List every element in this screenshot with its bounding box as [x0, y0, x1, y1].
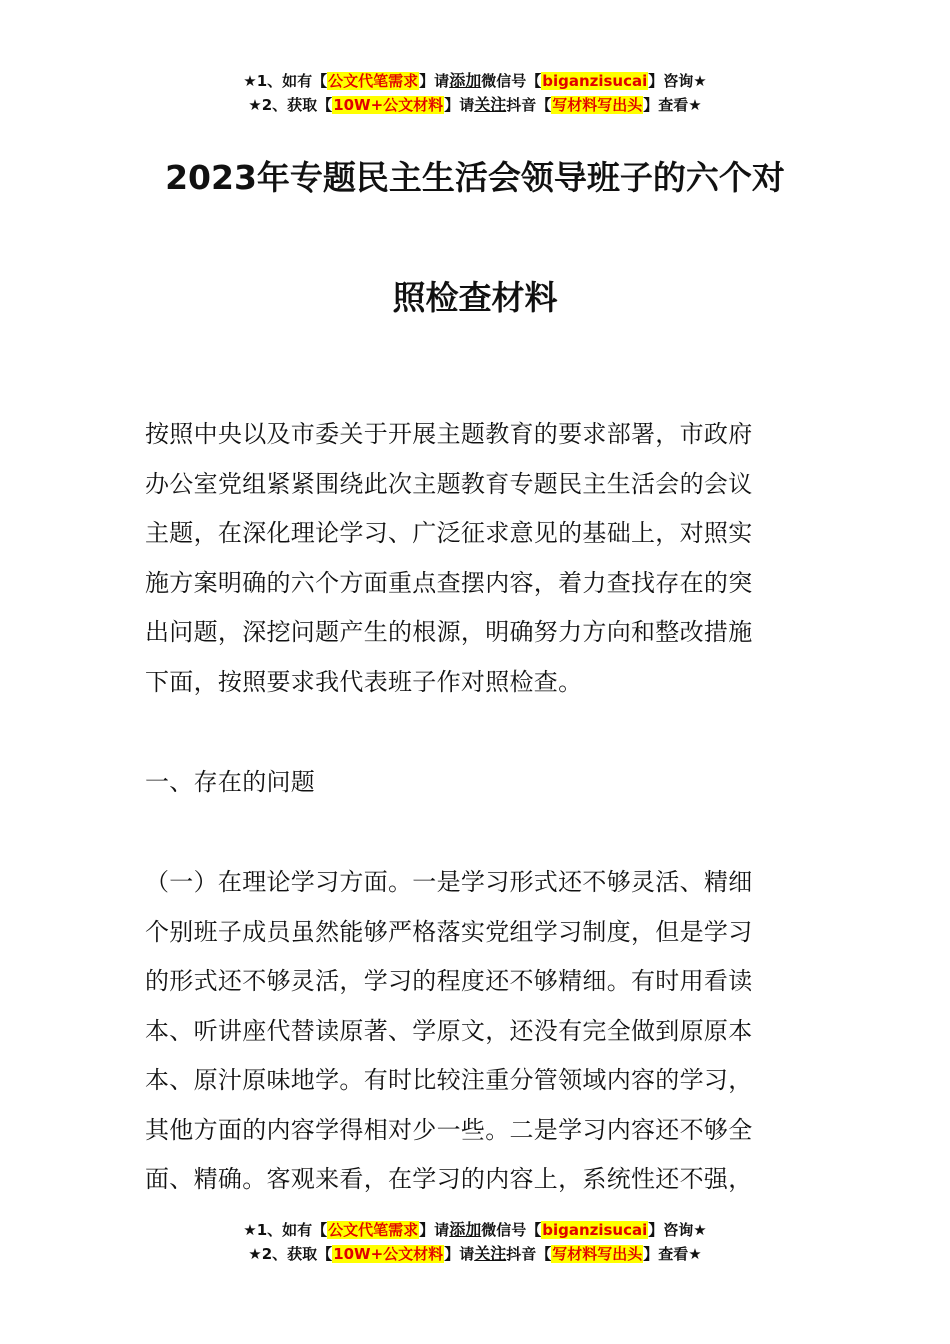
document-title-line-1: 2023年专题民主生活会领导班子的六个对 — [165, 158, 785, 197]
theory-study-paragraph — [145, 858, 809, 1205]
paragraph-line: 的形式还不够灵活，学习的程度还不够精细。有时用看读 — [145, 967, 753, 995]
paragraph-line: 主题，在深化理论学习、广泛征求意见的基础上，对照实 — [145, 519, 753, 547]
paragraph-line: 办公室党组紧紧围绕此次主题教育专题民主生活会的会议 — [145, 469, 753, 498]
paragraph-line: （一）在理论学习方面。一是学习形式还不够灵活、精细 — [145, 868, 753, 896]
intro-paragraph — [145, 410, 809, 707]
promo-line-2-mid2: 抖音【 — [506, 96, 552, 114]
promo-line-1-mid: 】请 — [419, 72, 450, 90]
promo-line-2-prefix: ★2、获取【 — [248, 96, 333, 114]
top-promo-banner — [0, 69, 950, 117]
promo-line-2-mid2: 抖音【 — [506, 1245, 552, 1263]
paragraph-line: 本、听讲座代替读原著、学原文，还没有完全做到原原本 — [145, 1016, 753, 1045]
promo-emphasis-add: 添加 — [449, 71, 482, 90]
promo-highlight-douyin-id: 写材料写出头 — [552, 96, 643, 114]
promo-highlight-wechat-id: biganzisucai — [542, 1221, 648, 1239]
promo-line-1 — [0, 69, 950, 93]
promo-emphasis-add: 添加 — [449, 1220, 482, 1239]
promo-line-1-prefix: ★1、如有【 — [243, 1221, 328, 1239]
promo-line-1-prefix: ★1、如有【 — [243, 72, 328, 90]
promo-line-1-suffix: 】咨询★ — [648, 1221, 707, 1239]
promo-line-2-mid: 】请 — [444, 96, 475, 114]
promo-line-2-mid: 】请 — [444, 1245, 475, 1263]
promo-line-2-suffix: 】查看★ — [643, 1245, 702, 1263]
promo-highlight-douyin-id: 写材料写出头 — [552, 1245, 643, 1263]
promo-line-1 — [0, 1218, 950, 1242]
paragraph-line: 本、原汁原味地学。有时比较注重分管领域内容的学习， — [145, 1066, 753, 1094]
paragraph-line: 个别班子成员虽然能够严格落实党组学习制度，但是学习 — [145, 917, 753, 946]
paragraph-line: 面、精确。客观来看，在学习的内容上，系统性还不强， — [145, 1165, 753, 1193]
paragraph-line: 施方案明确的六个方面重点查摆内容，着力查找存在的突 — [145, 568, 753, 597]
document-title-line-2: 照检查材料 — [392, 278, 558, 317]
paragraph-line: 其他方面的内容学得相对少一些。二是学习内容还不够全 — [145, 1115, 753, 1144]
paragraph-line: 出问题，深挖问题产生的根源，明确努力方向和整改措施 — [145, 618, 753, 646]
promo-emphasis-follow: 关注 — [474, 95, 507, 114]
promo-emphasis-follow: 关注 — [474, 1244, 507, 1263]
promo-line-2-suffix: 】查看★ — [643, 96, 702, 114]
paragraph-line: 按照中央以及市委关于开展主题教育的要求部署，市政府 — [145, 420, 753, 448]
paragraph-line: 下面，按照要求我代表班子作对照检查。 — [145, 667, 583, 696]
promo-highlight-service: 公文代笔需求 — [328, 72, 419, 90]
promo-highlight-materials: 10W+公文材料 — [333, 1245, 444, 1263]
promo-line-1-mid2: 微信号【 — [481, 1221, 542, 1239]
promo-highlight-wechat-id: biganzisucai — [542, 72, 648, 90]
promo-line-1-mid: 】请 — [419, 1221, 450, 1239]
promo-line-2-prefix: ★2、获取【 — [248, 1245, 333, 1263]
section-heading-text: 一、存在的问题 — [145, 768, 316, 796]
promo-line-2 — [0, 93, 950, 117]
promo-line-2 — [0, 1242, 950, 1266]
promo-highlight-service: 公文代笔需求 — [328, 1221, 419, 1239]
promo-line-1-mid2: 微信号【 — [481, 72, 542, 90]
section-heading-problems — [145, 758, 809, 808]
promo-line-1-suffix: 】咨询★ — [648, 72, 707, 90]
bottom-promo-banner — [0, 1218, 950, 1266]
promo-highlight-materials: 10W+公文材料 — [333, 96, 444, 114]
